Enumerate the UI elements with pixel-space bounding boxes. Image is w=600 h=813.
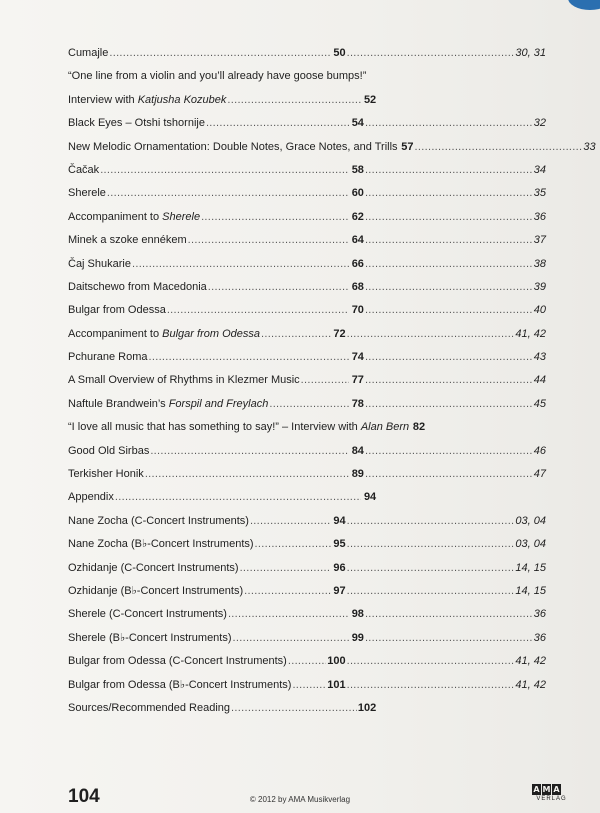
leader-dots [415, 136, 583, 159]
toc-entry-title [68, 697, 230, 720]
leader-dots [233, 627, 349, 650]
toc-entry [68, 346, 546, 369]
toc-page-number: 100 [327, 655, 346, 668]
toc-cd-tracks [346, 580, 546, 603]
toc-entry-title [68, 89, 226, 112]
toc-entry [68, 440, 546, 463]
toc-entry-title [68, 323, 260, 346]
toc-title-text: Bulgar from Odessa [68, 304, 166, 317]
toc-title-text: Sherele (B♭-Concert Instruments) [68, 631, 232, 644]
leader-dots [347, 557, 515, 580]
toc-entry [68, 299, 546, 322]
toc-title-text: Cumajle [68, 47, 109, 59]
toc-cd-track-numbers: 14, 15 [515, 584, 546, 597]
toc-entry-title [68, 42, 108, 65]
leader-dots [347, 42, 515, 65]
leader-dots [115, 486, 361, 509]
leader-dots [201, 206, 349, 229]
toc-page-number: 82 [412, 421, 426, 434]
toc-entry [68, 206, 546, 229]
toc-cd-tracks [364, 463, 546, 486]
toc-cd-track-numbers: 46 [533, 444, 546, 457]
leader-dots [227, 89, 361, 112]
toc-cd-track-numbers: 03, 04 [515, 514, 546, 527]
toc-entry-title [68, 112, 205, 135]
toc-cd-tracks [364, 603, 546, 626]
toc-entry [68, 533, 546, 556]
toc-cd-tracks [364, 112, 546, 135]
toc-entry [68, 323, 546, 346]
leader-dots [288, 650, 326, 673]
toc-cd-track-numbers: 36 [533, 210, 546, 223]
toc-title-italic: Katjusha Kozubek [137, 93, 227, 106]
toc-page-number: 52 [363, 93, 377, 106]
toc-entry [68, 393, 546, 416]
toc-entry [68, 697, 546, 720]
toc-page-number: 64 [351, 234, 364, 247]
leader-dots [365, 603, 533, 626]
logo-subtitle: VERLAG [536, 796, 567, 802]
leader-dots [347, 650, 515, 673]
leader-dots [100, 159, 349, 182]
leader-dots [240, 557, 331, 580]
toc-entry-title [68, 533, 254, 556]
toc-cd-tracks [364, 159, 546, 182]
toc-title-text: Čačak [68, 163, 100, 176]
leader-dots [188, 229, 349, 252]
toc-title-text: Čaj Shukarie [68, 257, 131, 270]
toc-cd-tracks [364, 206, 546, 229]
toc-entry [68, 369, 546, 392]
toc-entry-title [68, 206, 200, 229]
toc-entry-title [68, 229, 187, 252]
toc-page-number: 57 [401, 140, 414, 153]
leader-dots [107, 182, 349, 205]
toc-entry [68, 650, 546, 673]
toc-entry-title [68, 369, 300, 392]
toc-page-number: 101 [327, 678, 346, 691]
toc-title-text: Daitschewo from Macedonia [68, 280, 207, 293]
toc-page-number: 94 [333, 514, 346, 527]
toc-cd-track-numbers: 37 [533, 234, 546, 247]
leader-dots [255, 533, 331, 556]
toc-entry-title [68, 159, 99, 182]
toc-cd-tracks [364, 369, 546, 392]
toc-entry-title [68, 253, 131, 276]
toc-entry-title [68, 182, 106, 205]
toc-page-number: 66 [351, 257, 364, 270]
leader-dots [208, 276, 349, 299]
toc-cd-track-numbers: 40 [533, 304, 546, 317]
leader-dots [145, 463, 349, 486]
page-number: 104 [68, 786, 100, 807]
toc-cd-track-numbers: 38 [533, 257, 546, 270]
toc-page-number: 58 [351, 163, 364, 176]
toc-cd-tracks [364, 346, 546, 369]
leader-dots [292, 674, 326, 697]
leader-dots [167, 299, 349, 322]
toc-cd-tracks [364, 229, 546, 252]
leader-dots [365, 182, 533, 205]
leader-dots [365, 463, 533, 486]
toc-cd-track-numbers: 34 [533, 163, 546, 176]
toc-title-italic: Bulgar from Odessa [162, 327, 260, 340]
toc-cd-tracks [364, 253, 546, 276]
toc-cd-track-numbers: 33 [583, 140, 596, 153]
toc-page-number: 89 [351, 468, 364, 481]
toc-cd-track-numbers: 43 [533, 351, 546, 364]
toc-cd-track-numbers: 47 [533, 468, 546, 481]
leader-dots [347, 580, 515, 603]
leader-dots [365, 299, 533, 322]
toc-title-italic: Sherele [162, 210, 201, 223]
publisher-logo [532, 784, 572, 810]
toc-entry-title [68, 463, 144, 486]
table-of-contents [68, 42, 596, 720]
toc-cd-track-numbers: 41, 42 [515, 327, 546, 340]
toc-cd-tracks [346, 557, 546, 580]
toc-entry-title [68, 346, 148, 369]
toc-page-number: 60 [351, 187, 364, 200]
leader-dots [132, 253, 349, 276]
toc-title-text: Pchurane Roma [68, 351, 148, 364]
toc-entry [68, 276, 546, 299]
toc-cd-track-numbers: 36 [533, 608, 546, 621]
leader-dots [261, 323, 331, 346]
toc-page-number: 94 [363, 491, 377, 504]
leader-dots [365, 253, 533, 276]
leader-dots [228, 603, 349, 626]
toc-title-text: Nane Zocha (B♭-Concert Instruments) [68, 538, 254, 551]
leader-dots [365, 346, 533, 369]
toc-cd-track-numbers: 39 [533, 280, 546, 293]
toc-cd-tracks [346, 650, 546, 673]
toc-title-text: Nane Zocha (C-Concert Instruments) [68, 514, 249, 527]
toc-entry [68, 112, 546, 135]
leader-dots [365, 393, 533, 416]
toc-title-text: Ozhidanje (C-Concert Instruments) [68, 561, 239, 574]
toc-entry-title [68, 440, 149, 463]
toc-title-text: Bulgar from Odessa (B♭-Concert Instruments) [68, 678, 292, 691]
toc-page-number: 96 [333, 561, 346, 574]
toc-page-number: 98 [351, 608, 364, 621]
toc-entry [68, 580, 546, 603]
toc-entry [68, 182, 546, 205]
toc-entry-title [68, 136, 398, 159]
logo-letter: A [533, 785, 540, 794]
toc-cd-tracks [346, 533, 546, 556]
leader-dots [109, 42, 330, 65]
toc-page-number: 74 [351, 351, 364, 364]
toc-page-number: 97 [333, 584, 346, 597]
toc-title-text: Bulgar from Odessa (C-Concert Instruments) [68, 655, 287, 668]
toc-entry-title [68, 393, 268, 416]
copyright-notice: © 2012 by AMA Musikverlag [249, 795, 351, 804]
toc-page-number: 62 [351, 210, 364, 223]
leader-dots [365, 276, 533, 299]
toc-entry [68, 674, 546, 697]
toc-entry [68, 253, 546, 276]
toc-title-text: Good Old Sirbas [68, 444, 150, 457]
toc-entry-title [68, 276, 207, 299]
toc-title-text: Accompaniment to [68, 327, 163, 340]
page-corner-decoration [568, 0, 600, 10]
toc-cd-track-numbers: 32 [533, 117, 546, 130]
toc-title-text: “I love all music that has something to say!” – Interview with [68, 421, 361, 434]
leader-dots [365, 369, 533, 392]
toc-cd-track-numbers: 30, 31 [515, 47, 546, 59]
toc-page-number: 95 [333, 538, 346, 551]
leader-dots [301, 369, 349, 392]
toc-cd-track-numbers: 35 [533, 187, 546, 200]
toc-entry [68, 510, 546, 533]
toc-cd-track-numbers: 36 [533, 631, 546, 644]
leader-dots [231, 697, 357, 720]
toc-title-text: Naftule Brandwein’s [68, 397, 169, 410]
toc-title-text: Sources/Recommended Reading [68, 701, 231, 714]
toc-cd-tracks [364, 440, 546, 463]
toc-cd-tracks [346, 323, 546, 346]
toc-entry-title [68, 65, 366, 88]
toc-title-text: Terkisher Honik [68, 468, 144, 481]
toc-cd-track-numbers: 14, 15 [515, 561, 546, 574]
toc-page-number: 70 [351, 304, 364, 317]
toc-entry-title [68, 627, 232, 650]
leader-dots [244, 580, 330, 603]
toc-page-number: 54 [351, 117, 364, 130]
toc-entry-title [68, 557, 239, 580]
leader-dots [365, 112, 533, 135]
toc-cd-track-numbers: 44 [533, 374, 546, 387]
toc-cd-tracks [346, 510, 546, 533]
leader-dots [347, 510, 515, 533]
toc-title-text: Black Eyes – Otshi tshornije [68, 117, 205, 130]
toc-entry-title [68, 650, 287, 673]
toc-entry-title [68, 486, 114, 509]
leader-dots [365, 627, 533, 650]
leader-dots [365, 440, 533, 463]
toc-cd-track-numbers: 41, 42 [515, 655, 546, 668]
toc-cd-tracks [364, 393, 546, 416]
toc-title-text: Appendix [68, 491, 114, 504]
toc-entry [68, 89, 546, 112]
toc-cd-tracks [364, 276, 546, 299]
toc-title-text: Minek a szoke ennékem [68, 234, 187, 247]
toc-entry [68, 603, 546, 626]
leader-dots [347, 323, 515, 346]
toc-title-italic: Alan Bern [360, 421, 410, 434]
leader-dots [365, 159, 533, 182]
toc-cd-tracks [364, 182, 546, 205]
toc-title-text: “One line from a violin and you’ll already have goose bumps!” [68, 70, 367, 83]
toc-entry [68, 627, 546, 650]
toc-entry-title [68, 510, 249, 533]
toc-title-text: Sherele [68, 187, 106, 200]
toc-cd-track-numbers: 45 [533, 397, 546, 410]
leader-dots [347, 533, 515, 556]
toc-title-text: Ozhidanje (B♭-Concert Instruments) [68, 584, 244, 597]
toc-page-number: 99 [351, 631, 364, 644]
toc-entry [68, 42, 546, 65]
toc-title-text: New Melodic Ornamentation: Double Notes, Grace Notes, and Trills [68, 140, 398, 153]
leader-dots [150, 440, 349, 463]
toc-page-number: 77 [351, 374, 364, 387]
toc-page-number: 84 [351, 444, 364, 457]
leader-dots [250, 510, 331, 533]
toc-entry-title [68, 299, 166, 322]
toc-cd-track-numbers: 03, 04 [515, 538, 546, 551]
toc-page-number: 68 [351, 280, 364, 293]
toc-cd-tracks [346, 42, 546, 65]
toc-page-number: 102 [357, 701, 377, 714]
toc-title-italic: Forspil and Freylach [168, 397, 269, 410]
toc-entry [68, 136, 596, 159]
toc-entry-title [68, 674, 291, 697]
toc-page-number: 50 [333, 47, 346, 59]
toc-entry [68, 486, 546, 509]
leader-dots [365, 206, 533, 229]
toc-entry-title [68, 416, 409, 439]
toc-cd-tracks [414, 136, 596, 159]
toc-entry-title [68, 603, 227, 626]
leader-dots [206, 112, 349, 135]
toc-cd-tracks [346, 674, 546, 697]
toc-entry [68, 65, 546, 88]
leader-dots [347, 674, 515, 697]
leader-dots [149, 346, 349, 369]
toc-title-text: Accompaniment to [68, 210, 163, 223]
toc-entry [68, 463, 546, 486]
toc-cd-tracks [364, 627, 546, 650]
toc-title-text: Interview with [68, 93, 138, 106]
leader-dots [269, 393, 349, 416]
toc-title-text: A Small Overview of Rhythms in Klezmer Music [68, 374, 300, 387]
toc-entry [68, 416, 546, 439]
toc-title-text: Sherele (C-Concert Instruments) [68, 608, 227, 621]
toc-entry-title [68, 580, 243, 603]
toc-entry [68, 557, 546, 580]
logo-letter: M [542, 785, 551, 794]
toc-page-number: 78 [351, 397, 364, 410]
toc-entry [68, 159, 546, 182]
leader-dots [365, 229, 533, 252]
toc-cd-track-numbers: 41, 42 [515, 678, 546, 691]
toc-cd-tracks [364, 299, 546, 322]
toc-page-number: 72 [333, 327, 346, 340]
toc-entry [68, 229, 546, 252]
logo-letter: A [553, 785, 560, 794]
